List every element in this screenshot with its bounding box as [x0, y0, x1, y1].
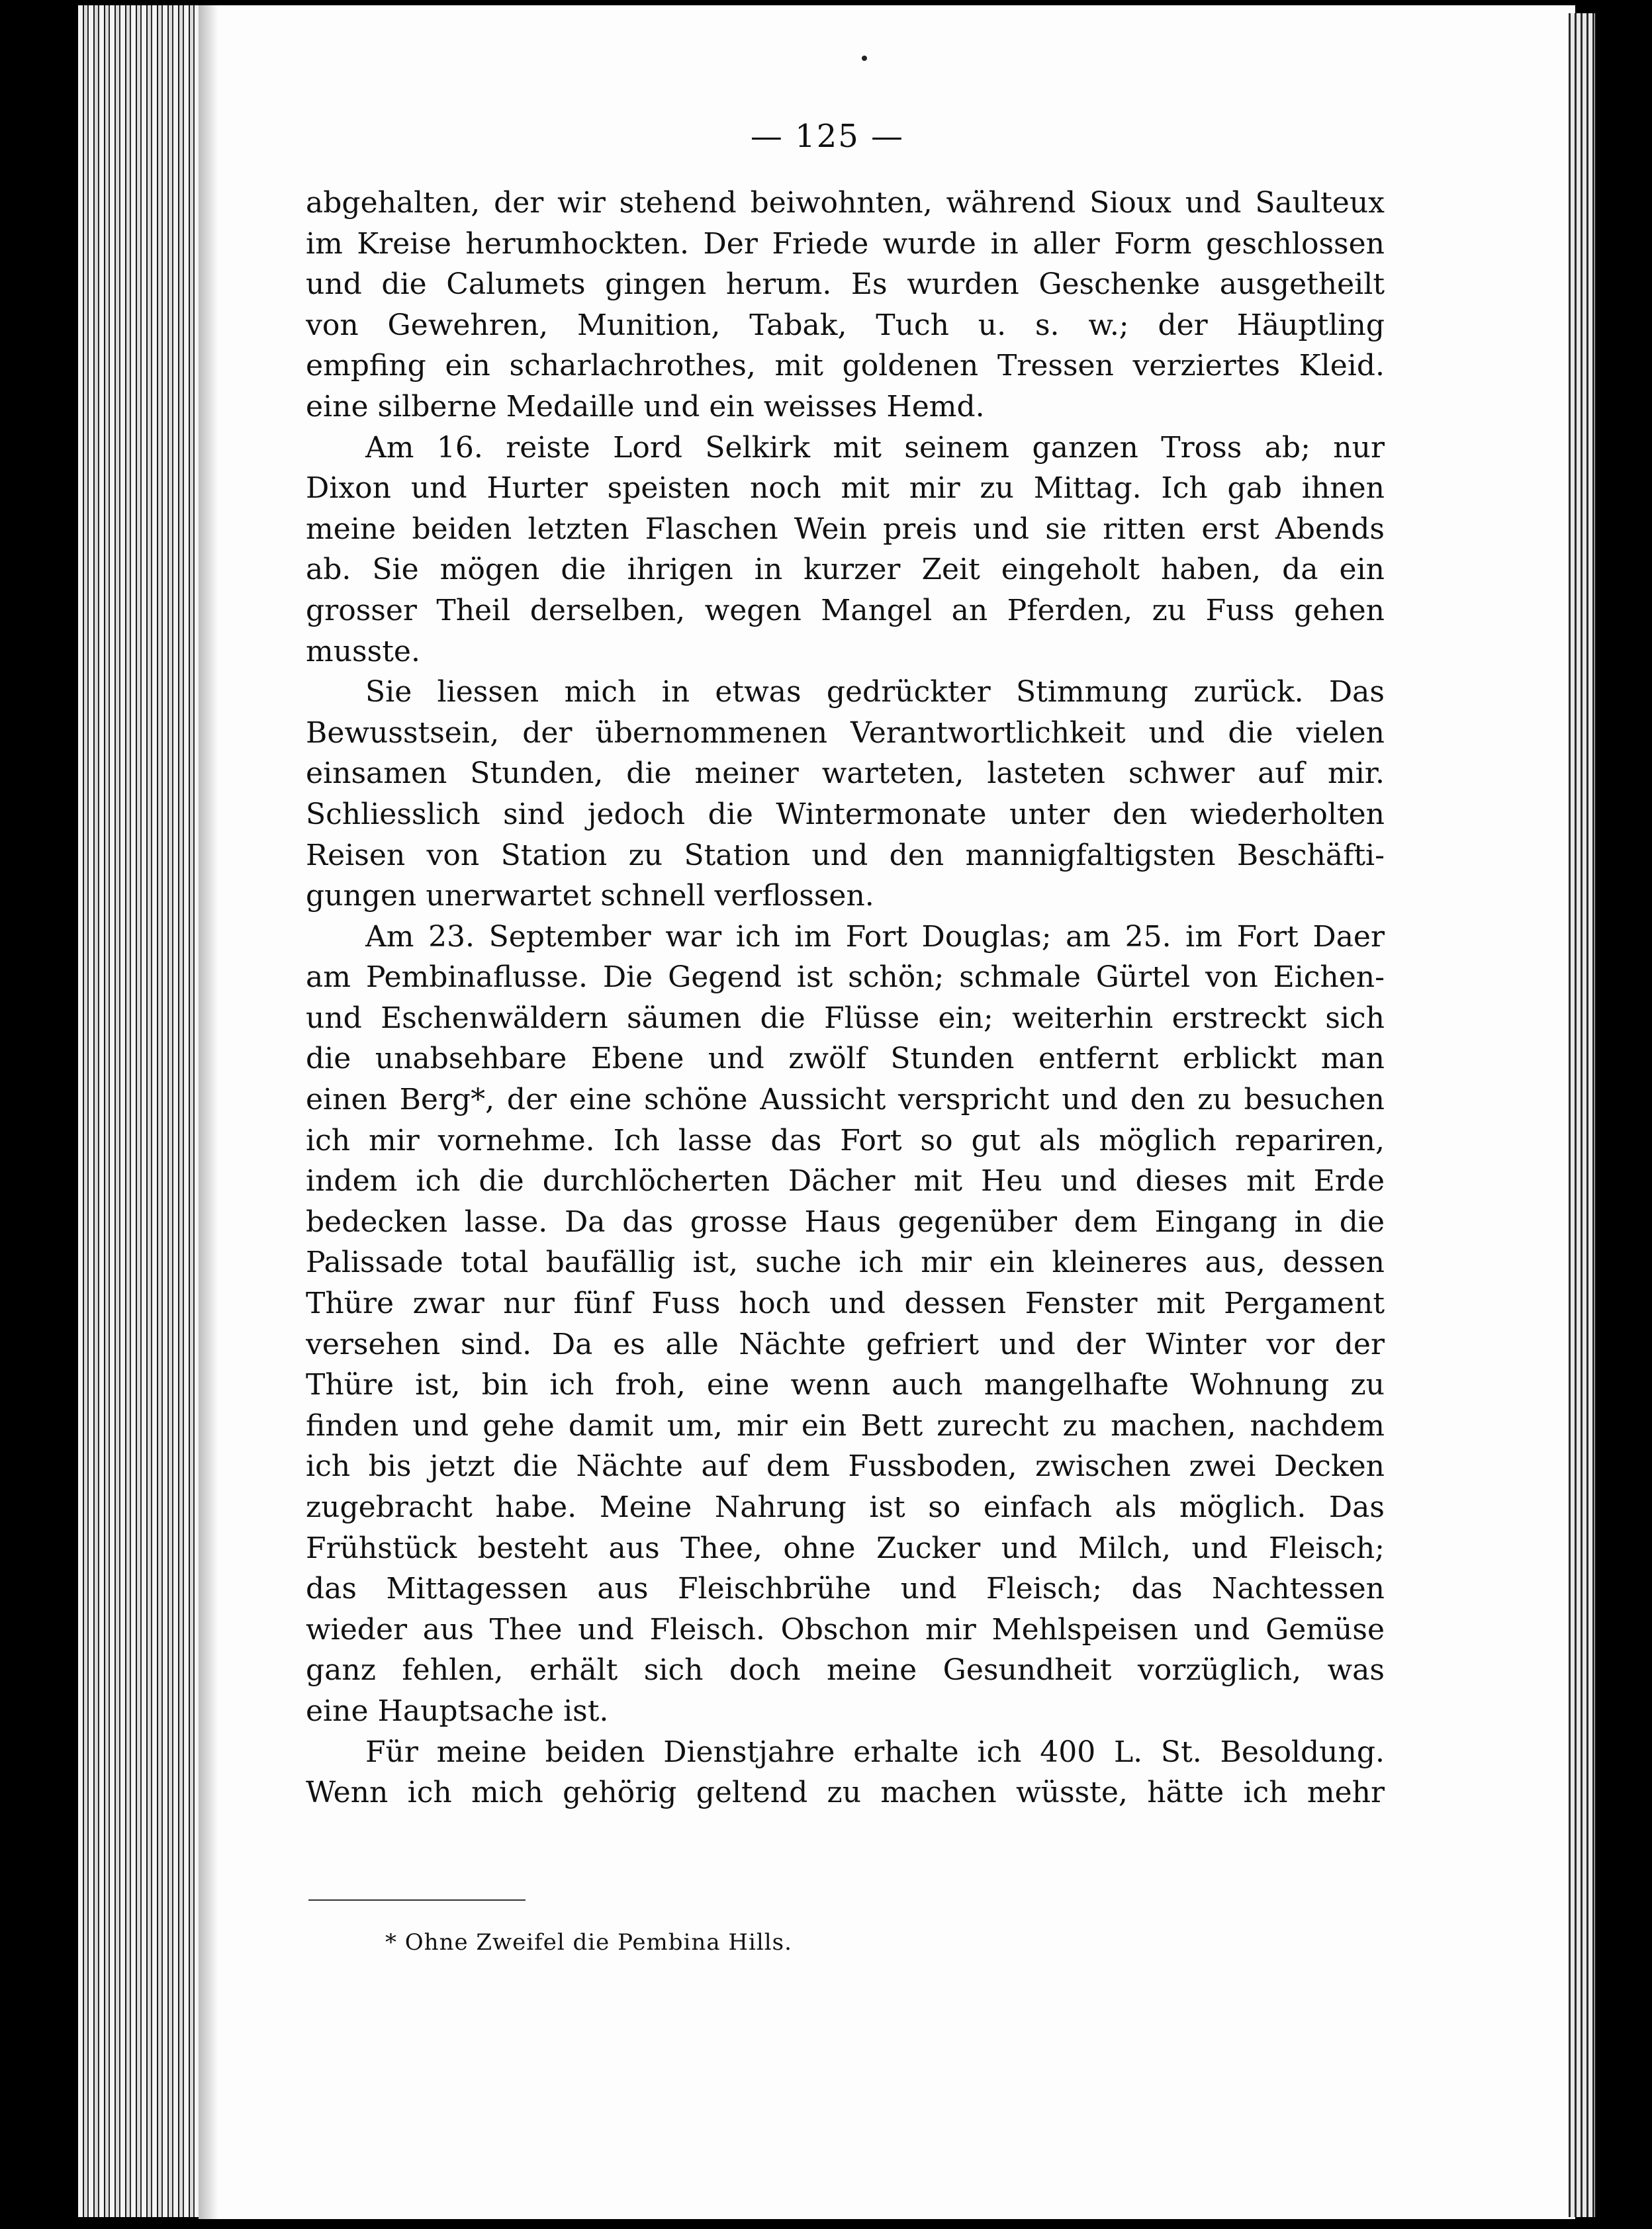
- text-line: Am 23. September war ich im Fort Douglas; am 25. im Fort Daer: [365, 919, 1385, 954]
- footnote-rule: [308, 1899, 526, 1901]
- body-text: [306, 183, 1385, 1813]
- text-line: Dixon und Hurter speisten noch mit mir zu Mittag. Ich gab ihnen: [306, 471, 1385, 506]
- page-edges-left: [78, 5, 204, 2217]
- text-line: eine Hauptsache ist.: [306, 1694, 609, 1728]
- text-line: ich bis jetzt die Nächte auf dem Fussboden, zwischen zwei Decken: [306, 1449, 1385, 1484]
- text-line: Thüre zwar nur fünf Fuss hoch und dessen Fenster mit Pergament: [306, 1287, 1385, 1321]
- text-line: von Gewehren, Munition, Tabak, Tuch u. s. w.; der Häuptling: [306, 308, 1385, 342]
- text-line: Reisen von Station zu Station und den mannigfaltigsten Beschäfti-: [306, 838, 1385, 872]
- text-line: und die Calumets gingen herum. Es wurden Geschenke ausgetheilt: [306, 267, 1385, 302]
- text-line: im Kreise herumhockten. Der Friede wurde in aller Form geschlossen: [306, 226, 1385, 261]
- text-line: am Pembinaflusse. Die Gegend ist schön; schmale Gürtel von Eichen-: [306, 960, 1385, 995]
- text-line: Wenn ich mich gehörig geltend zu machen wüsste, hätte ich mehr: [306, 1776, 1385, 1810]
- text-line: Für meine beiden Dienstjahre erhalte ich 400 L. St. Besoldung.: [365, 1735, 1385, 1769]
- page-edges-right: [1569, 13, 1595, 2217]
- ink-dot: [862, 56, 867, 61]
- text-line: Thüre ist, bin ich froh, eine wenn auch mangelhafte Wohnung zu: [306, 1368, 1385, 1402]
- text-line: meine beiden letzten Flaschen Wein preis und sie ritten erst Abends: [306, 512, 1385, 546]
- text-line: indem ich die durchlöcherten Dächer mit Heu und dieses mit Erde: [306, 1164, 1385, 1199]
- text-line: empfing ein scharlachrothes, mit goldenen Tressen verziertes Kleid.: [306, 349, 1385, 383]
- text-line: Frühstück besteht aus Thee, ohne Zucker und Milch, und Fleisch;: [306, 1531, 1385, 1565]
- text-line: eine silberne Medaille und ein weisses Hemd.: [306, 389, 985, 424]
- text-line: Schliesslich sind jedoch die Wintermonate unter den wiederholten: [306, 797, 1385, 831]
- text-line: die unabsehbare Ebene und zwölf Stunden entfernt erblickt man: [306, 1042, 1385, 1076]
- text-line: Sie liessen mich in etwas gedrückter Stimmung zurück. Das: [365, 675, 1385, 709]
- text-line: zugebracht habe. Meine Nahrung ist so einfach als möglich. Das: [306, 1490, 1385, 1524]
- page-number: — 125 —: [750, 118, 905, 155]
- text-line: abgehalten, der wir stehend beiwohnten, während Sioux und Saulteux: [306, 186, 1385, 220]
- text-line: wieder aus Thee und Fleisch. Obschon mir Mehlspeisen und Gemüse: [306, 1612, 1385, 1647]
- text-line: einsamen Stunden, die meiner warteten, lasteten schwer auf mir.: [306, 756, 1385, 791]
- text-line: Am 16. reiste Lord Selkirk mit seinem ganzen Tross ab; nur: [365, 430, 1385, 465]
- footnote: * Ohne Zweifel die Pembina Hills.: [385, 1929, 792, 1956]
- text-line: einen Berg*, der eine schöne Aussicht verspricht und den zu besuchen: [306, 1083, 1385, 1117]
- text-line: ganz fehlen, erhält sich doch meine Gesundheit vorzüglich, was: [306, 1653, 1385, 1688]
- text-line: musste.: [306, 634, 420, 668]
- text-line: gungen unerwartet schnell verflossen.: [306, 879, 874, 913]
- text-line: Palissade total baufällig ist, suche ich mir ein kleineres aus, dessen: [306, 1246, 1385, 1280]
- text-line: Bewusstsein, der übernommenen Verantwortlichkeit und die vielen: [306, 715, 1385, 750]
- text-line: das Mittagessen aus Fleischbrühe und Fleisch; das Nachtessen: [306, 1572, 1385, 1606]
- text-line: finden und gehe damit um, mir ein Bett zurecht zu machen, nachdem: [306, 1408, 1385, 1443]
- text-line: versehen sind. Da es alle Nächte gefriert und der Winter vor der: [306, 1327, 1385, 1361]
- text-line: ich mir vornehme. Ich lasse das Fort so gut als möglich repariren,: [306, 1123, 1385, 1158]
- text-line: grosser Theil derselben, wegen Mangel an Pferden, zu Fuss gehen: [306, 593, 1385, 627]
- text-line: und Eschenwäldern säumen die Flüsse ein; weiterhin erstreckt sich: [306, 1001, 1385, 1035]
- text-line: bedecken lasse. Da das grosse Haus gegenüber dem Eingang in die: [306, 1205, 1385, 1239]
- text-line: ab. Sie mögen die ihrigen in kurzer Zeit eingeholt haben, da ein: [306, 553, 1385, 587]
- spine-shadow: [199, 5, 218, 2219]
